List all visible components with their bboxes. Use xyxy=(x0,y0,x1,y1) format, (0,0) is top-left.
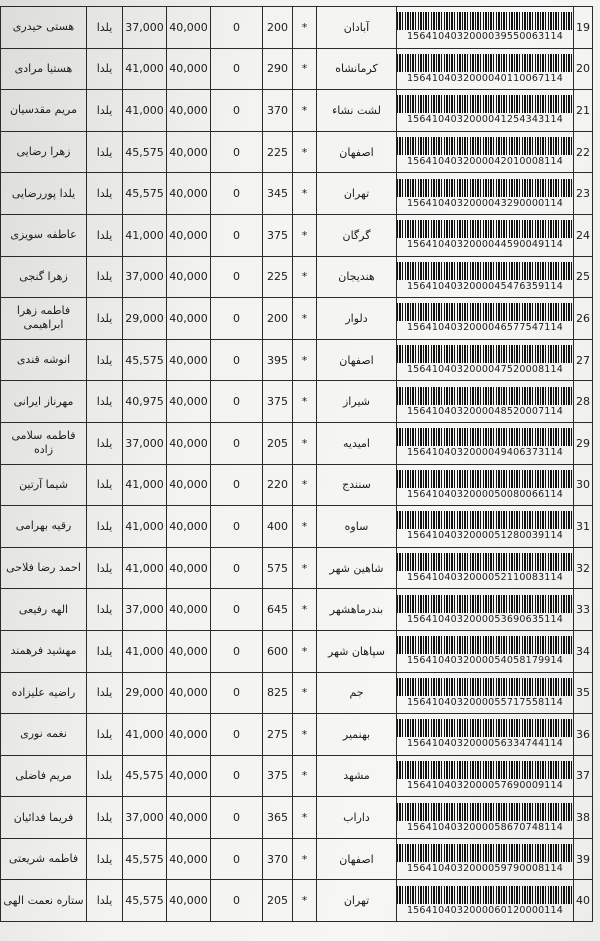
barcode-graphic xyxy=(397,179,574,197)
star-mark: * xyxy=(293,256,317,298)
type-label: یلدا xyxy=(87,547,123,589)
star-mark: * xyxy=(293,755,317,797)
row-number: 37 xyxy=(574,755,593,797)
barcode-number: 1564104032000042010008114 xyxy=(406,156,564,168)
base-amount-cell: 40,000 xyxy=(167,48,211,90)
barcode-graphic xyxy=(397,719,574,737)
type-label: یلدا xyxy=(87,672,123,714)
type-label: یلدا xyxy=(87,714,123,756)
score-cell: 345 xyxy=(263,173,293,215)
barcode-graphic xyxy=(397,595,574,613)
zero-cell: 0 xyxy=(211,214,263,256)
barcode-number: 1564104032000041254343114 xyxy=(406,114,564,126)
star-mark: * xyxy=(293,838,317,880)
table-row xyxy=(1,630,593,672)
row-number: 29 xyxy=(574,422,593,464)
city-cell: شاهین شهر xyxy=(317,547,397,589)
row-number: 24 xyxy=(574,214,593,256)
barcode-cell xyxy=(397,838,574,880)
barcode-graphic xyxy=(397,803,574,821)
amount-cell: 41,000 xyxy=(123,464,167,506)
score-cell: 200 xyxy=(263,7,293,49)
barcode-graphic xyxy=(397,428,574,446)
amount-cell: 45,575 xyxy=(123,173,167,215)
city-cell: هندیجان xyxy=(317,256,397,298)
amount-cell: 41,000 xyxy=(123,48,167,90)
barcode-graphic xyxy=(397,761,574,779)
zero-cell: 0 xyxy=(211,339,263,381)
recipient-name: فاطمه سلامی زاده xyxy=(1,422,87,464)
barcode-number: 1564104032000060120000114 xyxy=(406,904,564,916)
zero-cell: 0 xyxy=(211,714,263,756)
barcode-cell xyxy=(397,672,574,714)
zero-cell: 0 xyxy=(211,173,263,215)
recipient-name: فاطمه زهرا ابراهیمی xyxy=(1,298,87,340)
base-amount-cell: 40,000 xyxy=(167,90,211,132)
barcode-cell xyxy=(397,547,574,589)
recipient-name: شیما آرتین xyxy=(1,464,87,506)
type-label: یلدا xyxy=(87,214,123,256)
score-cell: 375 xyxy=(263,755,293,797)
zero-cell: 0 xyxy=(211,755,263,797)
star-mark: * xyxy=(293,797,317,839)
barcode-cell xyxy=(397,381,574,423)
star-mark: * xyxy=(293,214,317,256)
barcode-graphic xyxy=(397,636,574,654)
zero-cell: 0 xyxy=(211,381,263,423)
star-mark: * xyxy=(293,630,317,672)
barcode-number: 1564104032000039550063114 xyxy=(406,31,564,43)
recipient-name: انوشه قندی xyxy=(1,339,87,381)
score-cell: 225 xyxy=(263,131,293,173)
recipient-name: فریما فدائیان xyxy=(1,797,87,839)
amount-cell: 37,000 xyxy=(123,256,167,298)
amount-cell: 37,000 xyxy=(123,589,167,631)
barcode-cell xyxy=(397,214,574,256)
type-label: یلدا xyxy=(87,131,123,173)
recipient-name: راضیه علیزاده xyxy=(1,672,87,714)
city-cell: گرگان xyxy=(317,214,397,256)
star-mark: * xyxy=(293,339,317,381)
amount-cell: 45,575 xyxy=(123,339,167,381)
base-amount-cell: 40,000 xyxy=(167,173,211,215)
score-cell: 220 xyxy=(263,464,293,506)
zero-cell: 0 xyxy=(211,298,263,340)
barcode-cell xyxy=(397,755,574,797)
city-cell: بندرماهشهر xyxy=(317,589,397,631)
row-number: 25 xyxy=(574,256,593,298)
type-label: یلدا xyxy=(87,256,123,298)
table-row xyxy=(1,838,593,880)
type-label: یلدا xyxy=(87,630,123,672)
barcode-number: 1564104032000057690009114 xyxy=(406,779,564,791)
base-amount-cell: 40,000 xyxy=(167,630,211,672)
row-number: 22 xyxy=(574,131,593,173)
type-label: یلدا xyxy=(87,298,123,340)
city-cell: داراب xyxy=(317,797,397,839)
amount-cell: 41,000 xyxy=(123,630,167,672)
recipient-name: رقیه بهرامی xyxy=(1,506,87,548)
table-row xyxy=(1,714,593,756)
zero-cell: 0 xyxy=(211,506,263,548)
type-label: یلدا xyxy=(87,880,123,922)
table-row xyxy=(1,464,593,506)
zero-cell: 0 xyxy=(211,256,263,298)
city-cell: جم xyxy=(317,672,397,714)
type-label: یلدا xyxy=(87,589,123,631)
row-number: 40 xyxy=(574,880,593,922)
star-mark: * xyxy=(293,7,317,49)
amount-cell: 37,000 xyxy=(123,7,167,49)
row-number: 23 xyxy=(574,173,593,215)
star-mark: * xyxy=(293,381,317,423)
barcode-graphic xyxy=(397,678,574,696)
barcode-graphic xyxy=(397,12,574,30)
type-label: یلدا xyxy=(87,48,123,90)
star-mark: * xyxy=(293,90,317,132)
type-label: یلدا xyxy=(87,173,123,215)
barcode-number: 1564104032000053690635114 xyxy=(406,613,564,625)
amount-cell: 41,000 xyxy=(123,214,167,256)
barcode-cell xyxy=(397,7,574,49)
amount-cell: 29,000 xyxy=(123,672,167,714)
recipient-name: هستیا مرادی xyxy=(1,48,87,90)
city-cell: امیدیه xyxy=(317,422,397,464)
table-row xyxy=(1,298,593,340)
table-row xyxy=(1,339,593,381)
score-cell: 370 xyxy=(263,838,293,880)
barcode-cell xyxy=(397,90,574,132)
zero-cell: 0 xyxy=(211,630,263,672)
star-mark: * xyxy=(293,48,317,90)
barcode-cell xyxy=(397,506,574,548)
city-cell: لشت نشاء xyxy=(317,90,397,132)
zero-cell: 0 xyxy=(211,797,263,839)
score-cell: 400 xyxy=(263,506,293,548)
type-label: یلدا xyxy=(87,797,123,839)
city-cell: اصفهان xyxy=(317,339,397,381)
barcode-cell xyxy=(397,131,574,173)
city-cell: کرمانشاه xyxy=(317,48,397,90)
city-cell: سپاهان شهر xyxy=(317,630,397,672)
zero-cell: 0 xyxy=(211,131,263,173)
city-cell: دلوار xyxy=(317,298,397,340)
score-cell: 275 xyxy=(263,714,293,756)
score-cell: 375 xyxy=(263,381,293,423)
zero-cell: 0 xyxy=(211,7,263,49)
row-number: 32 xyxy=(574,547,593,589)
amount-cell: 37,000 xyxy=(123,422,167,464)
barcode-cell xyxy=(397,256,574,298)
zero-cell: 0 xyxy=(211,589,263,631)
barcode-number: 1564104032000055717558114 xyxy=(406,696,564,708)
table-row xyxy=(1,48,593,90)
table-row xyxy=(1,589,593,631)
recipient-name: فاطمه شریعتی xyxy=(1,838,87,880)
score-cell: 395 xyxy=(263,339,293,381)
type-label: یلدا xyxy=(87,464,123,506)
score-cell: 365 xyxy=(263,797,293,839)
barcode-graphic xyxy=(397,511,574,529)
base-amount-cell: 40,000 xyxy=(167,381,211,423)
table-row xyxy=(1,214,593,256)
row-number: 34 xyxy=(574,630,593,672)
records-table xyxy=(0,6,593,922)
barcode-graphic xyxy=(397,470,574,488)
barcode-cell xyxy=(397,298,574,340)
type-label: یلدا xyxy=(87,755,123,797)
base-amount-cell: 40,000 xyxy=(167,838,211,880)
base-amount-cell: 40,000 xyxy=(167,880,211,922)
city-cell: تهران xyxy=(317,173,397,215)
table-row xyxy=(1,131,593,173)
recipient-name: ستاره نعمت الهی xyxy=(1,880,87,922)
barcode-number: 1564104032000047520008114 xyxy=(406,364,564,376)
amount-cell: 45,575 xyxy=(123,838,167,880)
score-cell: 370 xyxy=(263,90,293,132)
table-row xyxy=(1,547,593,589)
score-cell: 200 xyxy=(263,298,293,340)
score-cell: 645 xyxy=(263,589,293,631)
barcode-cell xyxy=(397,464,574,506)
barcode-number: 1564104032000043290000114 xyxy=(406,197,564,209)
barcode-number: 1564104032000050080066114 xyxy=(406,488,564,500)
barcode-graphic xyxy=(397,844,574,862)
base-amount-cell: 40,000 xyxy=(167,672,211,714)
amount-cell: 40,975 xyxy=(123,381,167,423)
city-cell: بهنمیر xyxy=(317,714,397,756)
recipient-name: عاطفه سویزی xyxy=(1,214,87,256)
barcode-number: 1564104032000056334744114 xyxy=(406,738,564,750)
star-mark: * xyxy=(293,131,317,173)
score-cell: 825 xyxy=(263,672,293,714)
base-amount-cell: 40,000 xyxy=(167,797,211,839)
row-number: 20 xyxy=(574,48,593,90)
barcode-number: 1564104032000051280039114 xyxy=(406,530,564,542)
star-mark: * xyxy=(293,173,317,215)
table-row xyxy=(1,880,593,922)
star-mark: * xyxy=(293,672,317,714)
base-amount-cell: 40,000 xyxy=(167,7,211,49)
zero-cell: 0 xyxy=(211,422,263,464)
barcode-graphic xyxy=(397,54,574,72)
amount-cell: 45,575 xyxy=(123,755,167,797)
row-number: 35 xyxy=(574,672,593,714)
star-mark: * xyxy=(293,880,317,922)
row-number: 33 xyxy=(574,589,593,631)
star-mark: * xyxy=(293,422,317,464)
barcode-number: 1564104032000054058179914 xyxy=(406,655,564,667)
recipient-name: مهرناز ایرانی xyxy=(1,381,87,423)
barcode-graphic xyxy=(397,220,574,238)
score-cell: 205 xyxy=(263,880,293,922)
amount-cell: 41,000 xyxy=(123,90,167,132)
amount-cell: 37,000 xyxy=(123,797,167,839)
base-amount-cell: 40,000 xyxy=(167,589,211,631)
recipient-name: احمد رضا فلاحی xyxy=(1,547,87,589)
zero-cell: 0 xyxy=(211,48,263,90)
base-amount-cell: 40,000 xyxy=(167,422,211,464)
score-cell: 600 xyxy=(263,630,293,672)
barcode-cell xyxy=(397,880,574,922)
barcode-cell xyxy=(397,714,574,756)
amount-cell: 29,000 xyxy=(123,298,167,340)
barcode-cell xyxy=(397,173,574,215)
barcode-number: 1564104032000059790008114 xyxy=(406,863,564,875)
zero-cell: 0 xyxy=(211,547,263,589)
base-amount-cell: 40,000 xyxy=(167,547,211,589)
recipient-name: یلدا پوررضایی xyxy=(1,173,87,215)
row-number: 26 xyxy=(574,298,593,340)
recipient-name: مریم مقدسیان xyxy=(1,90,87,132)
recipient-name: هستی حیدری xyxy=(1,7,87,49)
barcode-number: 1564104032000040110067114 xyxy=(406,72,564,84)
barcode-number: 1564104032000045476359114 xyxy=(406,280,564,292)
row-number: 21 xyxy=(574,90,593,132)
base-amount-cell: 40,000 xyxy=(167,506,211,548)
barcode-graphic xyxy=(397,886,574,904)
base-amount-cell: 40,000 xyxy=(167,131,211,173)
amount-cell: 41,000 xyxy=(123,547,167,589)
table-row xyxy=(1,90,593,132)
row-number: 27 xyxy=(574,339,593,381)
city-cell: مشهد xyxy=(317,755,397,797)
star-mark: * xyxy=(293,714,317,756)
type-label: یلدا xyxy=(87,838,123,880)
city-cell: تهران xyxy=(317,880,397,922)
star-mark: * xyxy=(293,547,317,589)
score-cell: 205 xyxy=(263,422,293,464)
recipient-name: زهرا گنجی xyxy=(1,256,87,298)
type-label: یلدا xyxy=(87,7,123,49)
type-label: یلدا xyxy=(87,506,123,548)
table-row xyxy=(1,506,593,548)
row-number: 36 xyxy=(574,714,593,756)
barcode-graphic xyxy=(397,345,574,363)
star-mark: * xyxy=(293,506,317,548)
score-cell: 225 xyxy=(263,256,293,298)
base-amount-cell: 40,000 xyxy=(167,298,211,340)
barcode-graphic xyxy=(397,387,574,405)
barcode-graphic xyxy=(397,553,574,571)
row-number: 19 xyxy=(574,7,593,49)
barcode-cell xyxy=(397,630,574,672)
barcode-number: 1564104032000049406373114 xyxy=(406,447,564,459)
barcode-number: 1564104032000058670748114 xyxy=(406,821,564,833)
type-label: یلدا xyxy=(87,381,123,423)
type-label: یلدا xyxy=(87,422,123,464)
city-cell: سنندج xyxy=(317,464,397,506)
score-cell: 290 xyxy=(263,48,293,90)
base-amount-cell: 40,000 xyxy=(167,214,211,256)
base-amount-cell: 40,000 xyxy=(167,714,211,756)
recipient-name: مریم فاضلی xyxy=(1,755,87,797)
barcode-graphic xyxy=(397,262,574,280)
table-row xyxy=(1,173,593,215)
base-amount-cell: 40,000 xyxy=(167,256,211,298)
base-amount-cell: 40,000 xyxy=(167,339,211,381)
row-number: 31 xyxy=(574,506,593,548)
row-number: 30 xyxy=(574,464,593,506)
star-mark: * xyxy=(293,298,317,340)
recipient-name: نغمه نوری xyxy=(1,714,87,756)
barcode-graphic xyxy=(397,303,574,321)
recipient-name: زهرا رضایی xyxy=(1,131,87,173)
city-cell: شیراز xyxy=(317,381,397,423)
table-row xyxy=(1,7,593,49)
table-row xyxy=(1,381,593,423)
barcode-number: 1564104032000046577547114 xyxy=(406,322,564,334)
amount-cell: 41,000 xyxy=(123,506,167,548)
base-amount-cell: 40,000 xyxy=(167,755,211,797)
amount-cell: 45,575 xyxy=(123,880,167,922)
base-amount-cell: 40,000 xyxy=(167,464,211,506)
zero-cell: 0 xyxy=(211,880,263,922)
type-label: یلدا xyxy=(87,339,123,381)
city-cell: اصفهان xyxy=(317,131,397,173)
score-cell: 575 xyxy=(263,547,293,589)
row-number: 39 xyxy=(574,838,593,880)
table-row xyxy=(1,422,593,464)
star-mark: * xyxy=(293,464,317,506)
table-row xyxy=(1,256,593,298)
zero-cell: 0 xyxy=(211,464,263,506)
row-number: 28 xyxy=(574,381,593,423)
table-body xyxy=(1,7,593,922)
type-label: یلدا xyxy=(87,90,123,132)
recipient-name: الهه رفیعی xyxy=(1,589,87,631)
barcode-number: 1564104032000048520007114 xyxy=(406,405,564,417)
barcode-graphic xyxy=(397,95,574,113)
barcode-number: 1564104032000044590049114 xyxy=(406,239,564,251)
barcode-cell xyxy=(397,48,574,90)
barcode-number: 1564104032000052110083114 xyxy=(406,572,564,584)
city-cell: اصفهان xyxy=(317,838,397,880)
table-row xyxy=(1,672,593,714)
barcode-graphic xyxy=(397,137,574,155)
zero-cell: 0 xyxy=(211,672,263,714)
table-row xyxy=(1,797,593,839)
zero-cell: 0 xyxy=(211,90,263,132)
city-cell: ساوه xyxy=(317,506,397,548)
star-mark: * xyxy=(293,589,317,631)
barcode-cell xyxy=(397,339,574,381)
amount-cell: 41,000 xyxy=(123,714,167,756)
amount-cell: 45,575 xyxy=(123,131,167,173)
score-cell: 375 xyxy=(263,214,293,256)
row-number: 38 xyxy=(574,797,593,839)
table-row xyxy=(1,755,593,797)
barcode-cell xyxy=(397,422,574,464)
recipient-name: مهشید فرهمند xyxy=(1,630,87,672)
barcode-cell xyxy=(397,589,574,631)
barcode-cell xyxy=(397,797,574,839)
zero-cell: 0 xyxy=(211,838,263,880)
city-cell: آبادان xyxy=(317,7,397,49)
